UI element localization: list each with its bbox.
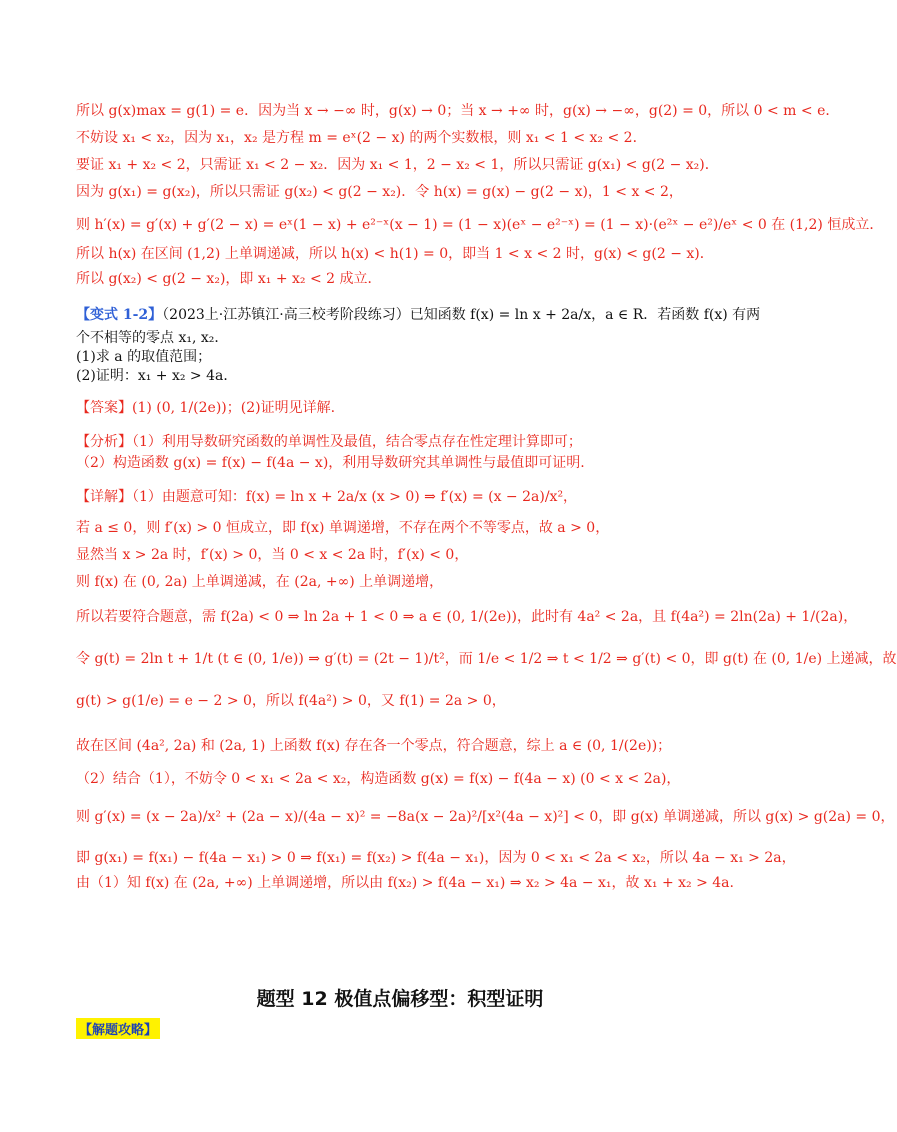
analysis-tag: 【分析】 bbox=[76, 434, 132, 450]
section-title: 题型 12 极值点偏移型：积型证明 bbox=[256, 988, 544, 1010]
answer-line bbox=[76, 397, 740, 419]
question-1: (1)求 a 的取值范围； bbox=[76, 349, 212, 365]
analysis-text-1: （1）利用导数研究函数的单调性及最值，结合零点存在性定理计算即可； bbox=[132, 434, 582, 450]
detail-line-9: （2）结合（1），不妨令 0 < x₁ < 2a < x₂，构造函数 g(x) = f(x) − f(4a − x) (0 < x < 2a)， bbox=[76, 771, 681, 787]
answer-text: (1) (0, 1/(2e))；(2)证明见详解. bbox=[132, 400, 336, 416]
detail-line-6: 令 g(t) = 2ln t + 1/t (t ∈ (0, 1/e)) ⇒ g′(t) = (2t − 1)/t²，而 1/e < 1/2 ⇒ t < 1/2 ⇒ g′(t) < 0，即 g(t) 在 (0, 1/e) 上递减，故 bbox=[76, 651, 897, 667]
variant-line-1 bbox=[76, 304, 761, 326]
detail-line-2: 若 a ≤ 0，则 f′(x) > 0 恒成立，即 f(x) 单调递增，不存在两个不等零点，故 a > 0， bbox=[76, 520, 610, 536]
variant-line-2: 个不相等的零点 x₁, x₂． bbox=[76, 330, 229, 346]
proof-line-6: 所以 h(x) 在区间 (1,2) 上单调递减，所以 h(x) < h(1) = 0，即当 1 < x < 2 时，g(x) < g(2 − x)． bbox=[76, 246, 714, 262]
proof-line-5: 则 h′(x) = g′(x) + g′(2 − x) = eˣ(1 − x) + e²⁻ˣ(x − 1) = (1 − x)(eˣ − e²⁻ˣ) = (1 − x)·(e²ˣ − e²)/eˣ < 0 在 (1,2) 恒成立． bbox=[76, 217, 884, 233]
proof-line-4: 因为 g(x₁) = g(x₂)，所以只需证 g(x₂) < g(2 − x₂)．令 h(x) = g(x) − g(2 − x)，1 < x < 2， bbox=[76, 184, 683, 200]
proof-line-7: 所以 g(x₂) < g(2 − x₂)，即 x₁ + x₂ < 2 成立． bbox=[76, 271, 382, 287]
question-2: (2)证明：x₁ + x₂ > 4a． bbox=[76, 368, 238, 384]
detail-line-4: 则 f(x) 在 (0, 2a) 上单调递减，在 (2a, +∞) 上单调递增， bbox=[76, 574, 444, 590]
detail-text-1: （1）由题意可知：f(x) = ln x + 2a/x (x > 0) ⇒ f′(x) = (x − 2a)/x²， bbox=[132, 489, 578, 505]
analysis-line-1 bbox=[76, 431, 740, 453]
proof-line-2: 不妨设 x₁ < x₂，因为 x₁，x₂ 是方程 m = eˣ(2 − x) 的两个实数根，则 x₁ < 1 < x₂ < 2． bbox=[76, 130, 647, 146]
strategy-tag: 【解题攻略】 bbox=[76, 1018, 160, 1039]
analysis-line-2: （2）构造函数 g(x) = f(x) − f(4a − x)，利用导数研究其单调性与最值即可证明. bbox=[76, 455, 585, 471]
detail-line-1 bbox=[76, 486, 740, 508]
proof-line-3: 要证 x₁ + x₂ < 2，只需证 x₁ < 2 − x₂．因为 x₁ < 1，2 − x₂ < 1，所以只需证 g(x₁) < g(2 − x₂)． bbox=[76, 157, 719, 173]
detail-line-7: g(t) > g(1/e) = e − 2 > 0，所以 f(4a²) > 0，又 f(1) = 2a > 0， bbox=[76, 693, 506, 709]
detail-line-5: 所以若要符合题意，需 f(2a) < 0 ⇒ ln 2a + 1 < 0 ⇒ a ∈ (0, 1/(2e))，此时有 4a² < 2a，且 f(4a²) = 2ln(2a) + 1/(2a)， bbox=[76, 609, 858, 625]
detail-line-3: 显然当 x > 2a 时，f′(x) > 0，当 0 < x < 2a 时，f′(x) < 0， bbox=[76, 547, 469, 563]
detail-line-12: 由（1）知 f(x) 在 (2a, +∞) 上单调递增，所以由 f(x₂) > f(4a − x₁) ⇒ x₂ > 4a − x₁，故 x₁ + x₂ > 4a. bbox=[76, 875, 734, 891]
detail-tag: 【详解】 bbox=[76, 489, 132, 505]
answer-tag: 【答案】 bbox=[76, 400, 132, 416]
detail-line-10: 则 g′(x) = (x − 2a)/x² + (2a − x)/(4a − x)² = −8a(x − 2a)²/[x²(4a − x)²] < 0，即 g(x) 单调递减，所以 g(x) > g(2a) = 0， bbox=[76, 809, 895, 825]
detail-line-8: 故在区间 (4a², 2a) 和 (2a, 1) 上函数 f(x) 存在各一个零点，符合题意，综上 a ∈ (0, 1/(2e))； bbox=[76, 738, 672, 754]
proof-line-1: 所以 g(x)max = g(1) = e．因为当 x → −∞ 时，g(x) → 0；当 x → +∞ 时，g(x) → −∞，g(2) = 0，所以 0 < m < e． bbox=[76, 103, 840, 119]
variant-source: （2023上·江苏镇江·高三校考阶段练习）已知函数 f(x) = ln x + 2a/x，a ∈ R．若函数 f(x) 有两 bbox=[162, 307, 761, 323]
detail-line-11: 即 g(x₁) = f(x₁) − f(4a − x₁) > 0 ⇒ f(x₁) = f(x₂) > f(4a − x₁)，因为 0 < x₁ < 2a < x₂，所以 4a − x₁ > 2a， bbox=[76, 850, 796, 866]
variant-tag: 【变式 1-2】 bbox=[76, 307, 163, 323]
